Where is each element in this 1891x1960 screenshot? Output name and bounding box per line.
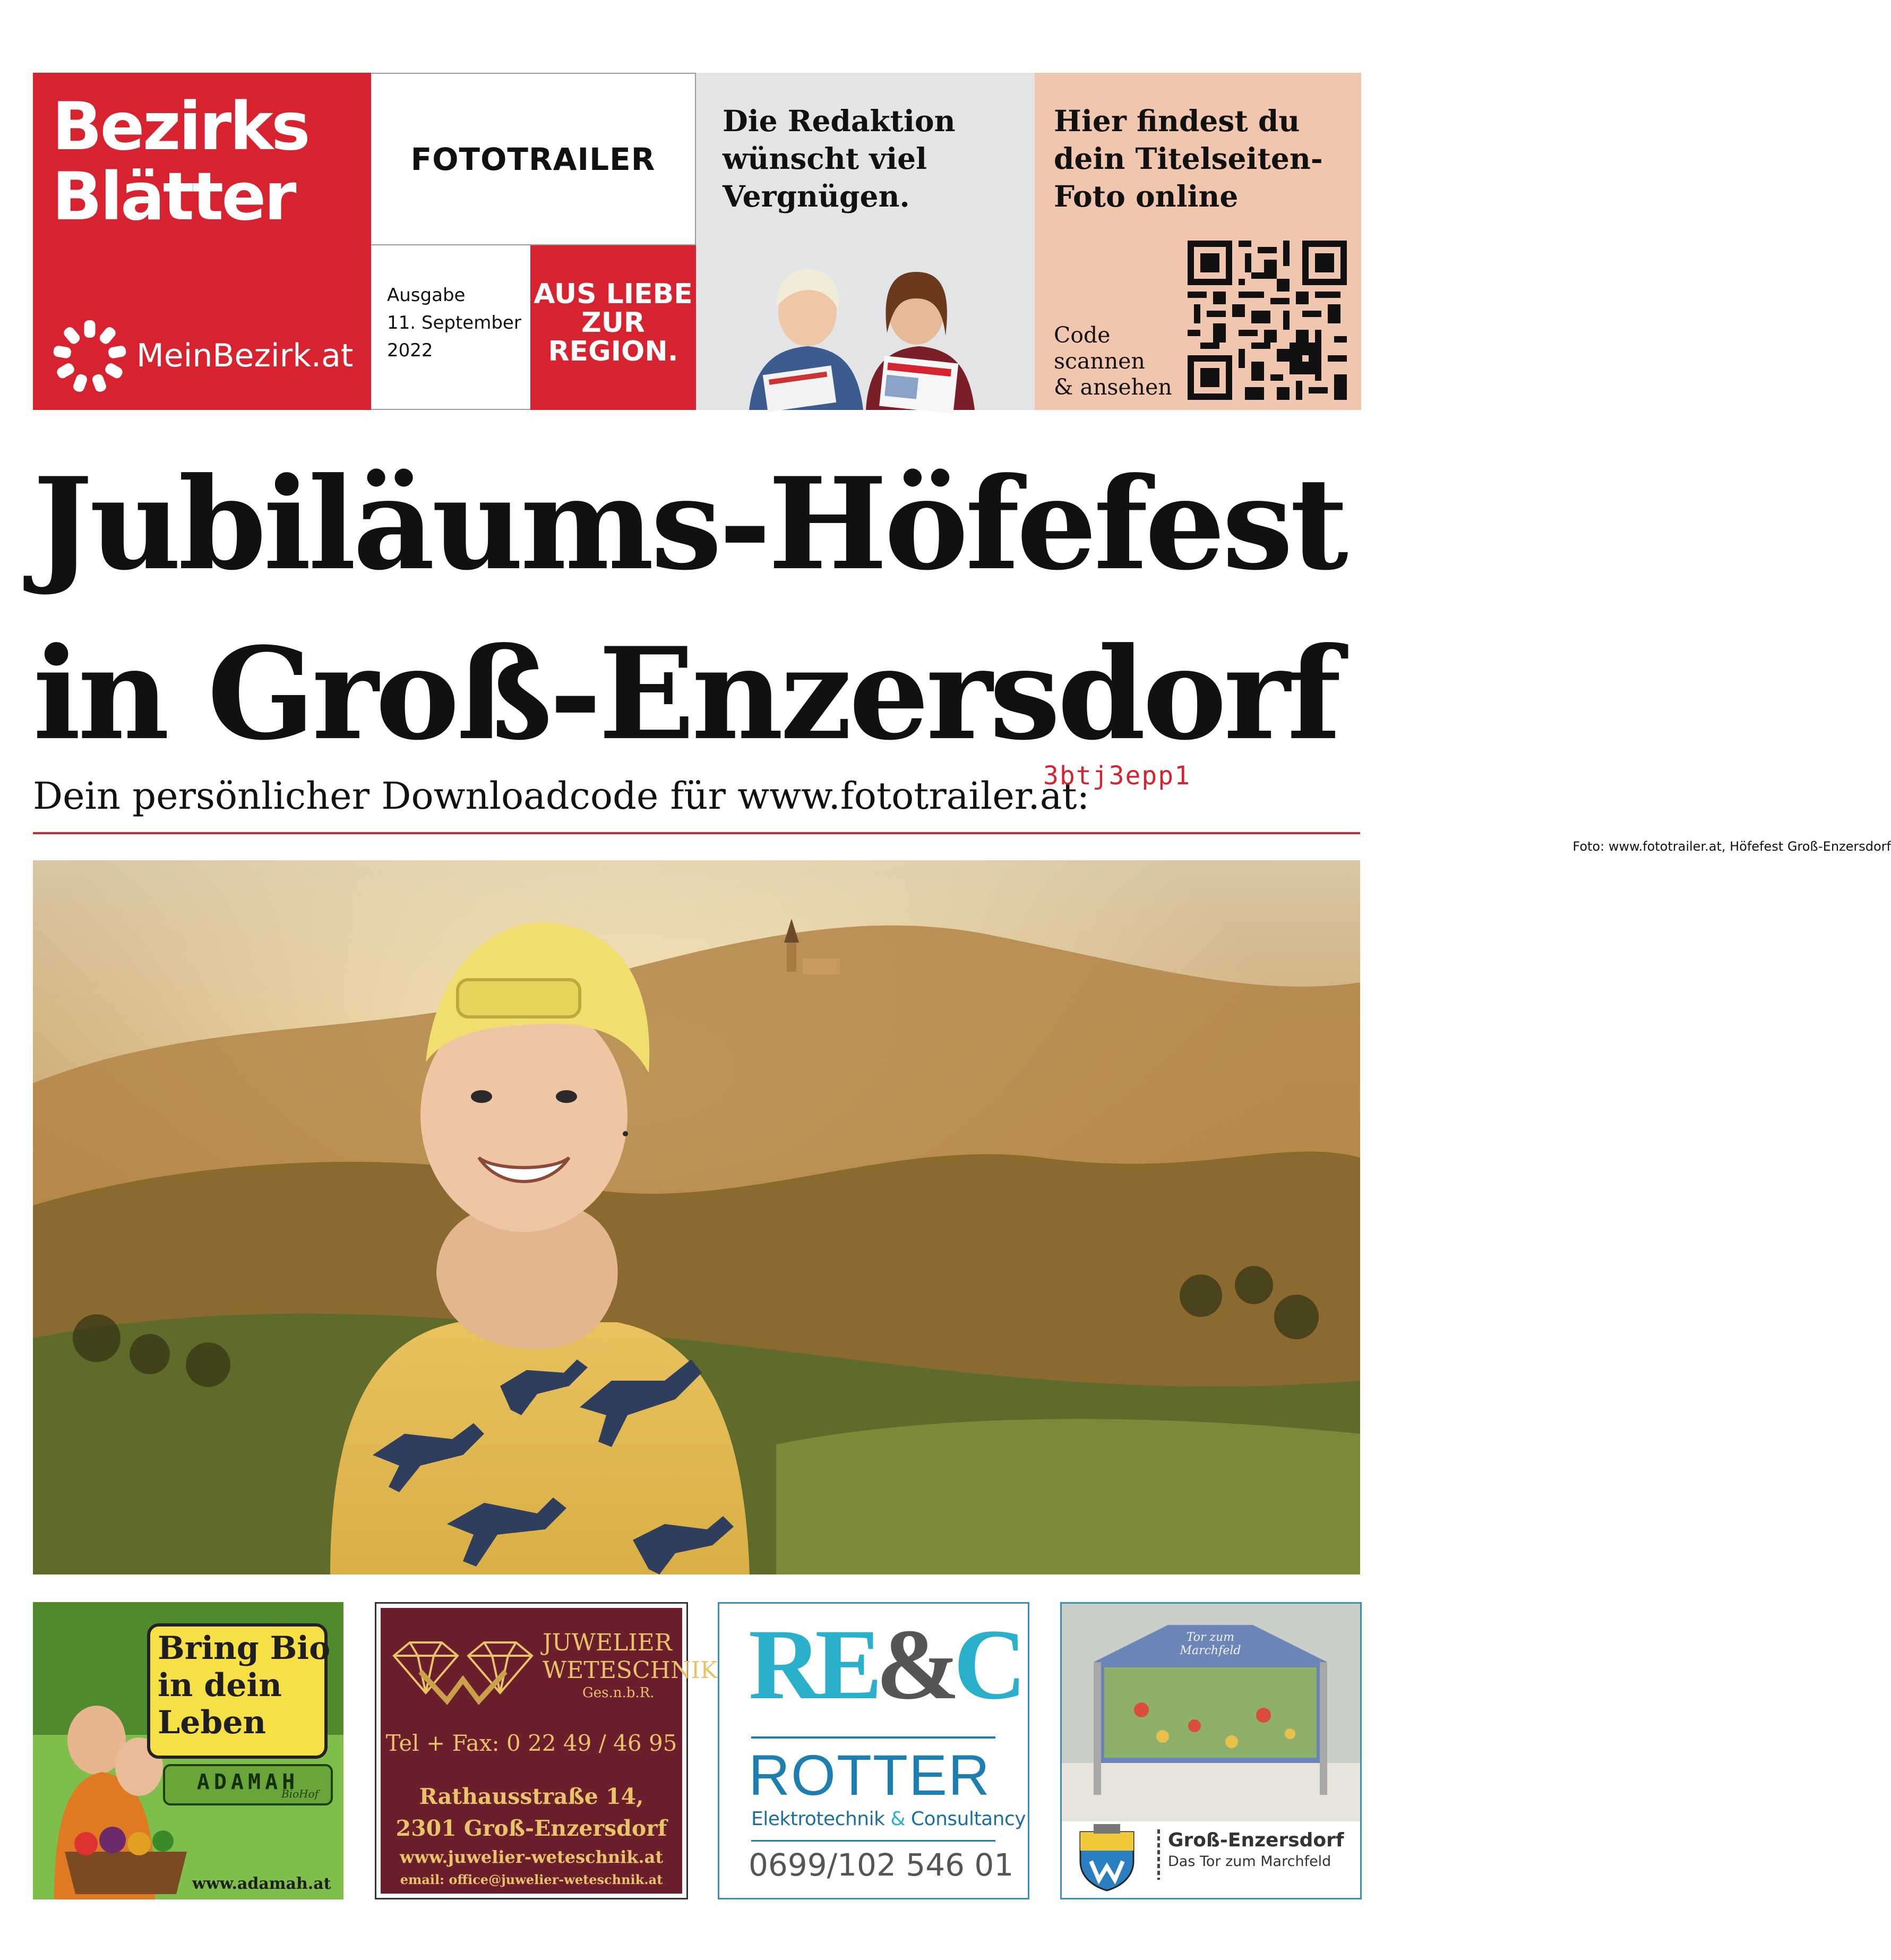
- photo-credit: Foto: www.fototrailer.at, Höfefest Groß-Enzersdorf: [1572, 839, 1891, 854]
- ad-rotter-rule: [751, 1736, 995, 1739]
- diamond-logo-icon: [389, 1634, 537, 1704]
- ad-gemeinde-name: Groß-Enzersdorf: [1168, 1829, 1344, 1851]
- ad-adamah-brand: ADAMAH: [163, 1764, 333, 1805]
- headline-line1: Jubiläums-Höfefest: [33, 450, 1345, 598]
- redaktion-line1: Die Redaktion: [723, 104, 956, 138]
- slogan-line3: REGION.: [548, 336, 678, 367]
- ad-juwelier[interactable]: [375, 1602, 718, 1899]
- ad-rotter-logo: [749, 1609, 1020, 1721]
- ad-adamah-line3: Leben: [158, 1704, 267, 1741]
- qr-box-line3: Foto online: [1054, 179, 1239, 213]
- qr-box-text: [1054, 102, 1323, 215]
- ad-juwelier-street: Rathausstraße 14,: [419, 1784, 644, 1809]
- download-label: Dein persönlicher Downloadcode für www.fototrailer.at:: [33, 774, 1090, 818]
- issue-date-line2: 2022: [387, 340, 433, 361]
- qr-box-line1: Hier findest du: [1054, 104, 1300, 138]
- ad-juwelier-ges: Ges.n.b.R.: [582, 1685, 655, 1701]
- brand-title-line1: Bezirks: [52, 89, 308, 165]
- meinbezirk-sun-icon: [50, 317, 130, 397]
- ad-rotter-phone[interactable]: 0699/102 546 01: [749, 1847, 1014, 1883]
- scan-instructions: [1054, 322, 1172, 400]
- redaktion-line3: Vergnügen.: [723, 179, 910, 213]
- ad-adamah-line2: in dein: [158, 1667, 282, 1704]
- ad-rotter-name: ROTTER: [749, 1743, 991, 1807]
- coat-of-arms-icon: [1078, 1824, 1136, 1890]
- ad-adamah-url[interactable]: www.adamah.at: [192, 1875, 331, 1893]
- redaktion-line2: wünscht viel: [723, 141, 927, 176]
- editors-photo: [733, 248, 999, 410]
- ad-rotter-rule2: [751, 1840, 995, 1842]
- scan-line1: Code: [1054, 322, 1111, 348]
- ad-juwelier-tel: Tel + Fax: 0 22 49 / 46 95: [385, 1730, 677, 1756]
- ad-juwelier-email[interactable]: email: office@juwelier-weteschnik.at: [400, 1872, 663, 1887]
- ad-juwelier-city: 2301 Groß-Enzersdorf: [396, 1816, 667, 1841]
- ad-adamah-sub: BioHof: [281, 1787, 319, 1800]
- ad-gemeinde-tagline: Das Tor zum Marchfeld: [1168, 1853, 1331, 1870]
- redaktion-text: [723, 102, 956, 215]
- ad-rotter-logo-b: C: [953, 1609, 1020, 1721]
- headline: [33, 440, 1360, 780]
- ad-gemeinde-divider: [1157, 1829, 1160, 1880]
- brand-title-line2: Blätter: [52, 159, 295, 235]
- ad-juwelier-panel: [381, 1608, 718, 1894]
- ad-gemeinde[interactable]: [1060, 1602, 1362, 1899]
- ad-gemeinde-photo: [1062, 1604, 1360, 1821]
- scan-line2: scannen: [1054, 348, 1145, 374]
- issue-label: Ausgabe: [387, 285, 466, 306]
- download-code[interactable]: 3btj3epp1: [1043, 761, 1191, 791]
- qr-code-icon[interactable]: [1188, 241, 1347, 400]
- slogan-line2: ZUR: [581, 307, 645, 339]
- ad-juwelier-name: [543, 1629, 718, 1684]
- slogan-line1: AUS LIEBE: [534, 278, 693, 310]
- slogan-block: [530, 245, 696, 410]
- ad-rotter-sub: [751, 1808, 1026, 1830]
- issue-date-line1: 11. September: [387, 312, 521, 333]
- cover-photo: [33, 860, 1360, 1574]
- ad-adamah[interactable]: [33, 1602, 343, 1899]
- section-label: FOTOTRAILER: [371, 73, 696, 245]
- ad-juwelier-address: [381, 1781, 682, 1844]
- ad-adamah-slogan: [158, 1630, 330, 1741]
- ad-juwelier-www[interactable]: www.juwelier-weteschnik.at: [399, 1847, 664, 1867]
- ad-gemeinde-sign-line2: Marchfeld: [1180, 1644, 1241, 1657]
- redaktion-box: [696, 73, 1035, 410]
- ad-rotter-sub-amp: &: [890, 1808, 905, 1830]
- issue-info: [371, 245, 530, 410]
- ad-juwelier-line1: JUWELIER: [543, 1629, 672, 1656]
- ad-rotter-sub-b: Consultancy: [905, 1808, 1026, 1830]
- divider: [33, 832, 1360, 834]
- ad-gemeinde-sign-line1: Tor zum: [1186, 1631, 1235, 1644]
- ad-rotter-logo-amp: &: [875, 1609, 954, 1721]
- brand-site[interactable]: MeinBezirk.at: [136, 337, 354, 374]
- scan-line3: & ansehen: [1054, 374, 1172, 400]
- ad-rotter[interactable]: [718, 1602, 1029, 1899]
- ad-rotter-sub-a: Elektrotechnik: [751, 1808, 891, 1830]
- ad-adamah-line1: Bring Bio: [158, 1630, 331, 1667]
- qr-box: [1035, 73, 1361, 410]
- ad-rotter-logo-a: RE: [749, 1609, 876, 1721]
- ad-juwelier-line2: WETESCHNIK: [543, 1657, 718, 1684]
- brand-block: [33, 73, 371, 410]
- headline-line2: in Groß-Enzersdorf: [33, 620, 1338, 768]
- qr-box-line2: dein Titelseiten-: [1054, 141, 1323, 176]
